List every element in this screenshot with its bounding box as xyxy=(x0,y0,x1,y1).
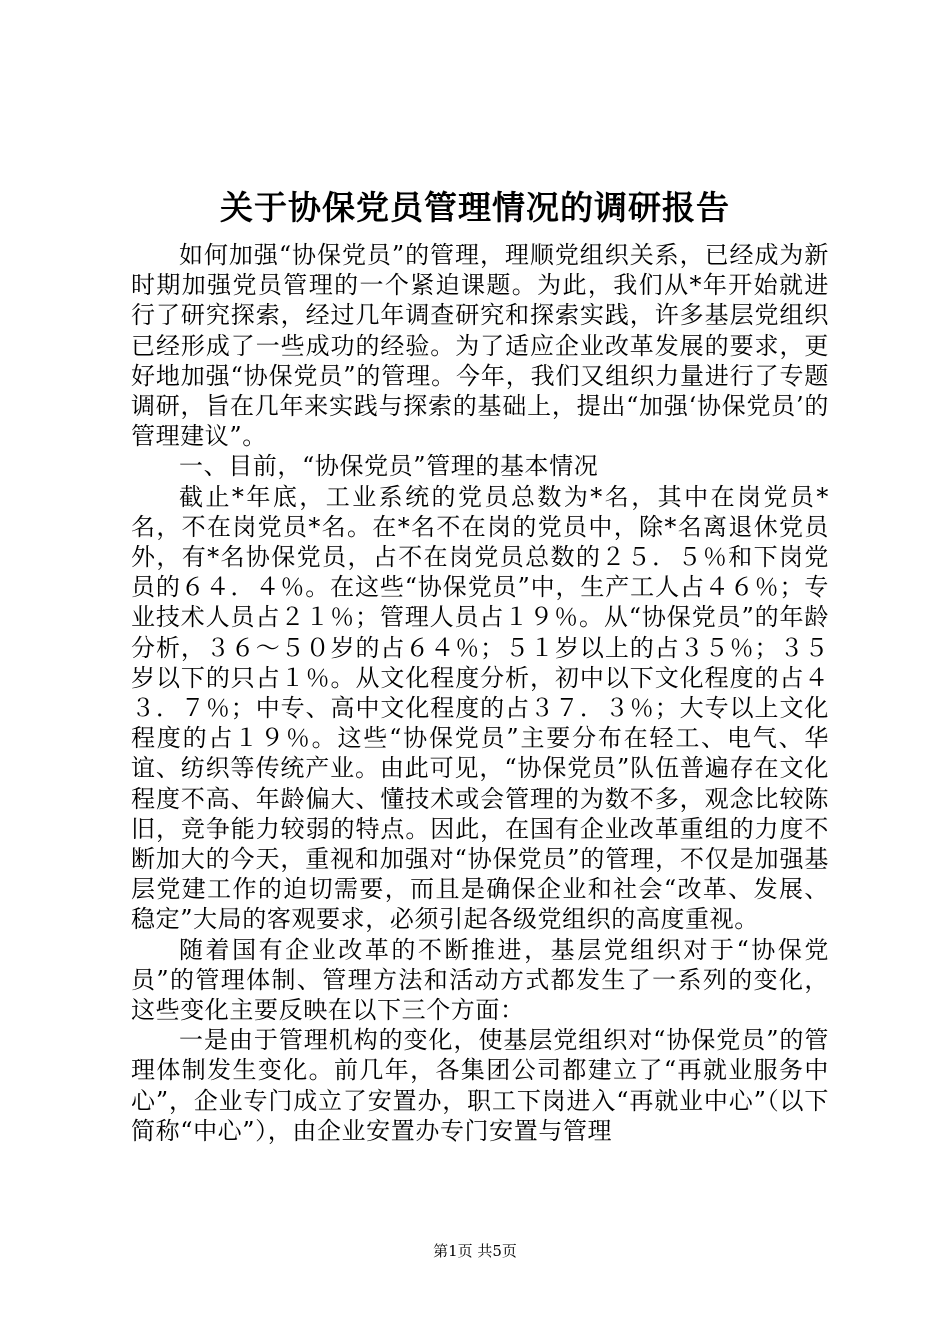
paragraph-intro: 如何加强“协保党员”的管理，理顺党组织关系，已经成为新时期加强党员管理的一个紧迫课题。为此，我们从*年开始就进行了研究探索，经过几年调查研究和探索实践，许多基层党组织已经形成了一些成功的经验。为了适应企业改革发展的要求，更好地加强“协保党员”的管理。今年，我们又组织力量进行了专题调研，旨在几年来实践与探索的基础上，提出“加强‘协保党员’的管理建议”。 xyxy=(131,241,829,451)
paragraph-statistics: 截止*年底，工业系统的党员总数为*名，其中在岗党员*名，不在岗党员*名。在*名不在岗的党员中，除*名离退休党员外，有*名协保党员，占不在岗党员总数的２５．５％和下岗党员的６４．４％。在这些“协保党员”中，生产工人占４６％；专业技术人员占２１％；管理人员占１９％。从“协保党员”的年龄分析，３６～５０岁的占６４％；５１岁以上的占３５％；３５岁以下的只占１％。从文化程度分析，初中以下文化程度的占４３．７％；中专、高中文化程度的占３７．３％；大专以上文化程度的占１９％。这些“协保党员”主要分布在轻工、电气、华谊、纺织等传统产业。由此可见，“协保党员”队伍普遍存在文化程度不高、年龄偏大、懂技术或会管理的为数不多，观念比较陈旧，竞争能力较弱的特点。因此，在国有企业改革重组的力度不断加大的今天，重视和加强对“协保党员”的管理，不仅是加强基层党建工作的迫切需要，而且是确保企业和社会“改革、发展、稳定”大局的客观要求，必须引起各级党组织的高度重视。 xyxy=(131,482,829,934)
section-heading: 一、目前，“协保党员”管理的基本情况 xyxy=(179,452,599,481)
paragraph-point-one: 一是由于管理机构的变化，使基层党组织对“协保党员”的管理体制发生变化。前几年，各集团公司都建立了“再就业服务中心”，企业专门成立了安置办，职工下岗进入“再就业中心”（以下简称“中心”），由企业安置办专门安置与管理 xyxy=(131,1026,829,1145)
document-title: 关于协保党员管理情况的调研报告 xyxy=(220,188,730,227)
page-footer: 第1页 共5页 xyxy=(433,1242,517,1260)
paragraph-changes: 随着国有企业改革的不断推进，基层党组织对于“协保党员”的管理体制、管理方法和活动方式都发生了一系列的变化，这些变化主要反映在以下三个方面： xyxy=(131,935,829,1025)
document-body xyxy=(131,240,829,1146)
